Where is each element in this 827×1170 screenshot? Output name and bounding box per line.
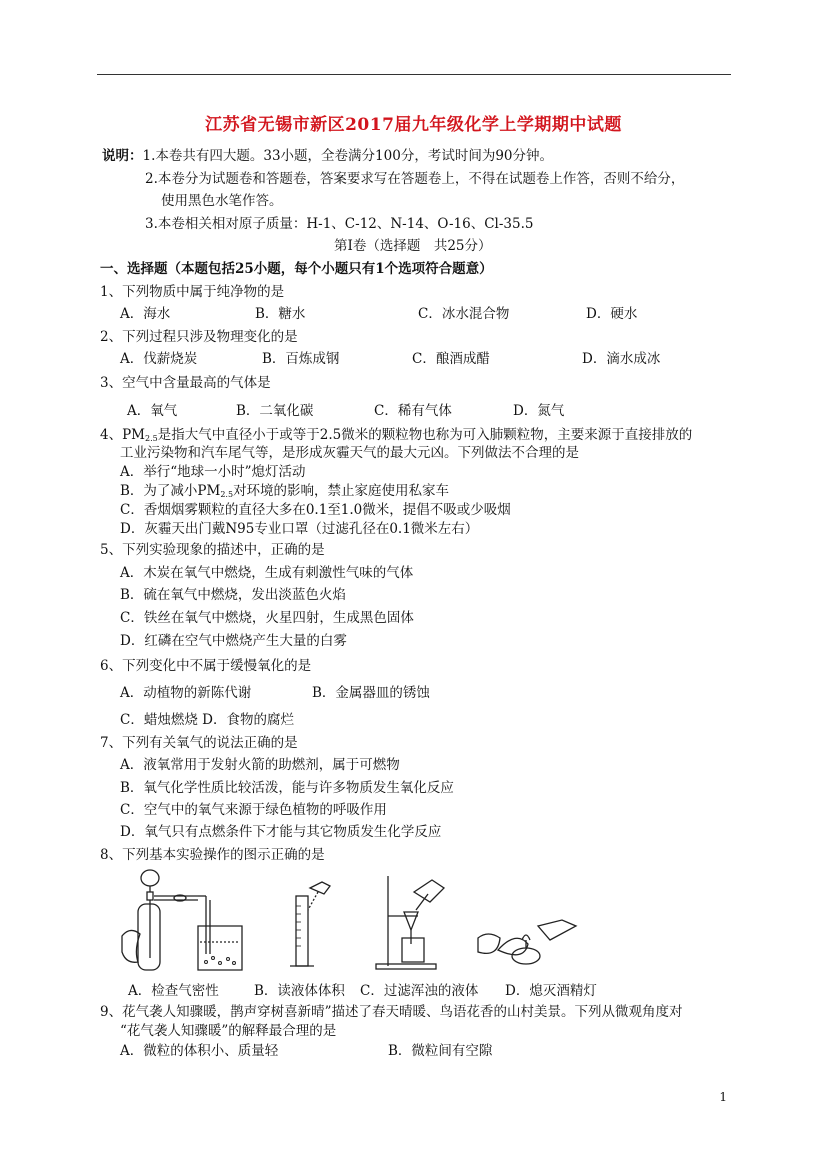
notes-label: 说明： — [102, 148, 143, 164]
q5-option-b: B．硫在氧气中燃烧，发出淡蓝色火焰 — [120, 587, 346, 603]
q3-option-a: A．氧气 — [127, 403, 178, 419]
page-number: 1 — [719, 1090, 727, 1104]
q4-pm: PM — [122, 427, 146, 443]
q2-option-d: D．滴水成冰 — [582, 351, 661, 367]
q8-stem: 8、下列基本实验操作的图示正确的是 — [100, 847, 325, 863]
section-heading: 一、选择题（本题包括25小题，每个小题只有1个选项符合题意） — [100, 261, 493, 277]
q4-option-b-pre: B．为了减小PM — [120, 483, 221, 499]
q4-option-c: C．香烟烟雾颗粒的直径大多在0.1至1.0微米，提倡不吸或少吸烟 — [120, 502, 511, 518]
q1-option-a: A．海水 — [120, 306, 171, 322]
q5-option-a: A．木炭在氧气中燃烧，生成有刺激性气味的气体 — [120, 565, 414, 581]
volume-heading: 第Ⅰ卷（选择题 共25分） — [334, 238, 492, 254]
q6-option-cd: C．蜡烛燃烧 D．食物的腐烂 — [120, 712, 294, 728]
note-2b: 使用黑色水笔作答。 — [161, 193, 283, 209]
q3-option-d: D．氮气 — [513, 403, 565, 419]
q2-option-a: A．伐薪烧炭 — [120, 351, 198, 367]
q8-option-c: C．过滤浑浊的液体 — [360, 983, 479, 999]
q1-option-c: C．冰水混合物 — [418, 306, 510, 322]
figure-b-cylinder — [290, 882, 330, 966]
note-3: 3.本卷相关相对原子质量：H-1、C-12、N-14、O-16、Cl-35.5 — [145, 216, 534, 232]
q4-option-a: A．举行“地球一小时”熄灯活动 — [120, 464, 306, 480]
q8-option-a: A．检查气密性 — [128, 983, 219, 999]
q3-option-b: B．二氧化碳 — [236, 403, 314, 419]
q8-figures — [118, 866, 588, 972]
q2-stem: 2、下列过程只涉及物理变化的是 — [100, 329, 298, 345]
q4-number: 4、 — [100, 427, 123, 443]
q4-option-b-post: 对环境的影响，禁止家庭使用私家车 — [233, 483, 450, 499]
q7-option-a: A．液氧常用于发射火箭的助燃剂，属于可燃物 — [120, 757, 400, 773]
q3-option-c: C．稀有气体 — [374, 403, 452, 419]
q4-pm-sub: 2.5 — [145, 434, 158, 443]
figure-d-lamp — [478, 920, 576, 964]
q4-stem-line-2: 工业污染物和汽车尾气等，是形成灰霾天气的最大元凶。下列做法不合理的是 — [120, 445, 579, 461]
q5-stem: 5、下列实验现象的描述中，正确的是 — [100, 542, 325, 558]
q7-option-b: B．氧气化学性质比较活泼，能与许多物质发生氧化反应 — [120, 780, 454, 796]
q8-option-d: D．熄灭酒精灯 — [505, 983, 597, 999]
q1-option-d: D．硬水 — [586, 306, 638, 322]
q9-option-b: B．微粒间有空隙 — [388, 1043, 493, 1059]
figure-a-airtightness — [122, 870, 242, 970]
q2-option-c: C．酿酒成醋 — [412, 351, 490, 367]
q4-option-b-sub: 2.5 — [220, 490, 234, 499]
q9-stem-line-2: “花气袭人知骤暖”的解释最合理的是 — [120, 1023, 337, 1039]
q7-option-c: C．空气中的氧气来源于绿色植物的呼吸作用 — [120, 802, 387, 818]
header-rule — [97, 74, 731, 75]
note-2a: 2.本卷分为试题卷和答题卷，答案要求写在答题卷上，不得在试题卷上作答，否则不给分， — [145, 171, 685, 187]
q2-option-b: B．百炼成钢 — [262, 351, 340, 367]
q4-option-d: D．灰霾天出门戴N95专业口罩（过滤孔径在0.1微米左右） — [120, 521, 479, 537]
q9-stem-line-1: 9、花气袭人知骤暖，鹊声穿树喜新晴”描述了春天晴暖、鸟语花香的山村美景。下列从微观角度对 — [100, 1004, 683, 1020]
q1-option-b: B．糖水 — [255, 306, 306, 322]
q6-option-b: B．金属器皿的锈蚀 — [312, 685, 430, 701]
q4-stem-a: 是指大气中直径小于或等于2.5微米的颗粒物也称为可入肺颗粒物，主要来源于直接排放的 — [157, 427, 693, 443]
q7-stem: 7、下列有关氧气的说法正确的是 — [100, 735, 298, 751]
q8-option-b: B．读液体体积 — [254, 983, 345, 999]
notes-line-1 — [102, 147, 553, 165]
q5-option-c: C．铁丝在氧气中燃烧，火星四射，生成黑色固体 — [120, 610, 414, 626]
q7-option-d: D．氧气只有点燃条件下才能与其它物质发生化学反应 — [120, 824, 442, 840]
q3-stem: 3、空气中含量最高的气体是 — [100, 375, 271, 391]
q9-option-a: A．微粒的体积小、质量轻 — [120, 1043, 279, 1059]
note-1: 1.本卷共有四大题。33小题，全卷满分100分，考试时间为90分钟。 — [142, 148, 554, 164]
figure-c-filtration — [376, 876, 444, 969]
q6-option-a: A．动植物的新陈代谢 — [120, 685, 252, 701]
q5-option-d: D．红磷在空气中燃烧产生大量的白雾 — [120, 633, 347, 649]
q1-stem: 1、下列物质中属于纯净物的是 — [100, 284, 285, 300]
q6-stem: 6、下列变化中不属于缓慢氧化的是 — [100, 658, 312, 674]
page-title: 江苏省无锡市新区2017届九年级化学上学期期中试题 — [205, 115, 622, 135]
